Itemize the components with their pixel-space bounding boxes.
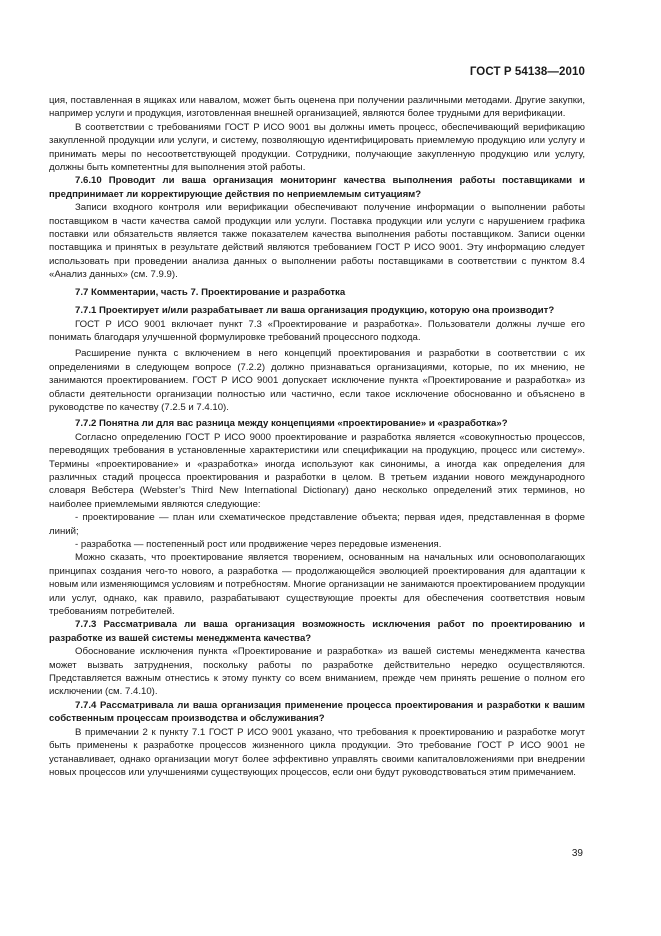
document-body: [49, 94, 585, 779]
question-heading: 7.7.2 Понятна ли для вас разница между концепциями «проектирование» и «разработка»?: [75, 418, 508, 430]
body-paragraph: Расширение пункта с включением в него концепций проектирования и разработки в соответствии с их определениями в следующем вопросе (7.2.2) должно признаваться организациями, которые, по их мнению, не занимаются проектированием. ГОСТ Р ИСО 9001 допускает исключение пункта «Проектирование и разработка» из области деятельности организации полностью или частично, если такое исключение обоснованно и объяснено в руководстве по качеству (7.2.5 и 7.4.10).: [49, 348, 585, 413]
list-item: - проектирование — план или схематическое представление объекта; первая идея, представленная в форме линий;: [49, 512, 585, 537]
question-heading: 7.7.3 Рассматривала ли ваша организация возможность исключения работ по проектированию и разработке из вашей системы менеджмента качества?: [49, 619, 585, 644]
section-heading: 7.7 Комментарии, часть 7. Проектирование и разработка: [75, 286, 346, 298]
list-item: - разработка — постепенный рост или продвижение через передовые изменения.: [75, 539, 442, 550]
body-paragraph: В соответствии с требованиями ГОСТ Р ИСО 9001 вы должны иметь процесс, обеспечивающий верификацию закупленной продукции или услуги, и систему, позволяющую идентифицировать приемлемую продукцию или услугу и принимать меры по несоответствующей продукции. Сотрудники, получающие закупленную продукцию или услугу, должны быть компетентны для выполнения этой работы.: [49, 121, 585, 174]
body-paragraph: Можно сказать, что проектирование является творением, основанным на начальных или основополагающих принципах создания чего-то нового, а разработка — продолжающейся эволюцией проектирования для адаптации к новым или изменяющимся условиям и потребностям. Многие организации не занимаются проектированием продукции или услуг, однако, как правило, разрабатывают существующие проекты для обеспечения соответствия новым требованиям потребителей.: [49, 552, 585, 618]
body-paragraph: ция, поставленная в ящиках или навалом, может быть оценена при получении различными методами. Другие закупки, например услуги и продукция, изготовленная внешней организацией, являются более трудными для верификации.: [49, 95, 585, 120]
body-paragraph: Согласно определению ГОСТ Р ИСО 9000 проектирование и разработка является «совокупностью процессов, переводящих требования в установленные характеристики или спецификации на продукцию, процесс или систему». Термины «проектирование» и «разработка» иногда используют как синонимы, а иногда как определения для различных стадий процесса проектирования и разработки в целом. В третьем издании нового международного словаря Вебстера (Webster’s Third New International Dictionary) дано несколько определений этих терминов, но наиболее приемлемыми являются следующие:: [49, 431, 585, 510]
question-heading: 7.7.1 Проектирует и/или разрабатывает ли ваша организация продукцию, которую она производит?: [75, 305, 555, 317]
document-header: ГОСТ Р 54138—2010: [469, 66, 585, 78]
page-number: 39: [571, 848, 583, 859]
body-paragraph: ГОСТ Р ИСО 9001 включает пункт 7.3 «Проектирование и разработка». Пользователи должны лучше его понимать благодаря улучшенной формулировке требований процессного подхода.: [49, 318, 585, 343]
question-heading: 7.7.4 Рассматривала ли ваша организация применение процесса проектирования и разработки к вашим собственным процессам производства и обслуживания?: [49, 699, 585, 725]
body-paragraph: Обоснование исключения пункта «Проектирование и разработка» из вашей системы менеджмента качества может вызвать затруднения, поскольку работы по разработке действительно нередко осуществляются. Представляется важным отнестись к этому пункту со всем вниманием, прежде чем принять решение о полном его исключении (см. 7.4.10).: [49, 646, 585, 698]
question-heading: 7.6.10 Проводит ли ваша организация мониторинг качества выполнения работы поставщиками и предпринимает ли корректирующие действия по неприемлемым ситуациям?: [49, 175, 585, 200]
body-paragraph: В примечании 2 к пункту 7.1 ГОСТ Р ИСО 9001 указано, что требования к проектированию и разработке могут быть применены к разработке процессов жизненного цикла продукции. Это требование ГОСТ Р ИСО 9001 не устанавливает, однако организации могут более эффективно управлять своими капиталовложениями при внедрении новых процессов или улучшениями существующих процессов, если они будут руководствоваться этим примечанием.: [49, 726, 585, 778]
body-paragraph: Записи входного контроля или верификации обеспечивают получение информации о выполнении работы поставщиком в части качества самой продукции или услуги. Поставка продукции или услуги с нарушением графика поставки или обязательств является также показателем качества выполнения работы поставщиком. Записи оценки поставщика и принятых в результате действий являются требованием ГОСТ Р ИСО 9001. Эту информацию следует использовать при проведении анализа данных о выполнении работы поставщиками в соответствии с пунктом 8.4 «Анализ данных» (см. 7.9.9).: [49, 202, 585, 281]
